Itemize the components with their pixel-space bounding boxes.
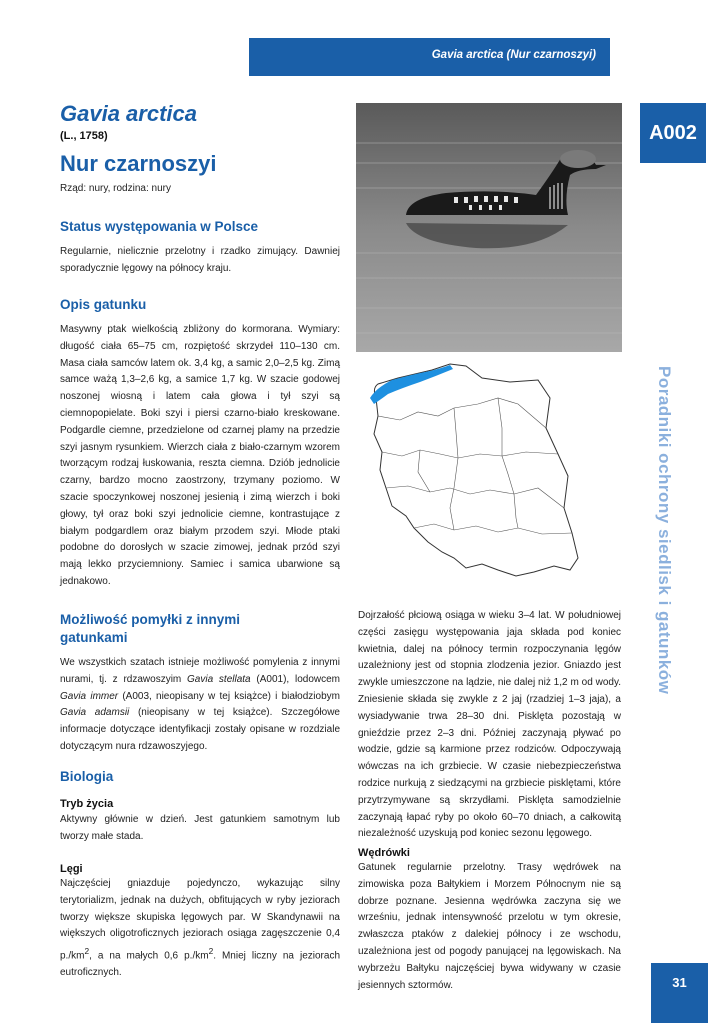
species-latin-name: Gavia arctica <box>60 101 197 126</box>
pomylki-species-2: Gavia immer <box>60 690 119 702</box>
loon-photo <box>356 103 622 352</box>
body-dojrzalosc: Dojrzałość płciową osiąga w wieku 3–4 lat. W południowej części zasięgu występowania jaja składa pod koniec kwietnia, dalej na północy termin rozpoczynania lęgów uzależniony jest od stopnia zlodzenia jezior. Gniazdo jest zwykle umieszczone na lądzie, nie dalej niż 1,2 m od wody. Zniesienie składa się zwykle z 2 jaj (rzadziej 1–3 jaja), a wysiadywanie trwa 28–30 dni. Pisklęta pozostają w gnieździe przez 2–3 dni. Później zaczynają pływać po wodzie, gdzie są karmione przez rodziców. Odpoczywają wówczas na ich grzbiecie. W czasie niebezpieczeństwa rodzice nurkują z siedzącymi na grzbiecie pisklętami, które przytrzymywane są skrzydłami. Pisklęta samodzielnie zaczynają łapać ryby po około 60–70 dniach, a całkowitą niezależność uzyskują pod koniec sezonu lęgowego. <box>358 610 621 840</box>
pomylki-species-3: Gavia adamsii <box>60 707 130 719</box>
body-wedrowki: Gatunek regularnie przelotny. Trasy wędrówek na zimowiska poza Bałtykiem i Morzem Północnym nie są dobrze poznane. Jesienna wędrówka zaczyna się we wrześniu, jednak intensywność przelotu w tym okresie, zwłaszcza ptaków z dalekiej północy i ze wschodu, uzależniona jest od pogody panującej na lęgowiskach. Na wybrzeżu Bałtyku najczęściej bywa widywany w czasie jesiennych sztormów. <box>358 862 621 991</box>
section-heading-pomylki-line1: Możliwość pomyłki z innymi <box>60 612 241 627</box>
legi-text-b: , a na małych 0,6 p./km <box>89 950 209 962</box>
subheading-legi: Lęgi <box>60 863 83 875</box>
pomylki-text-3: (A003, nieopisany w tej książce) i białodziobym <box>118 690 340 702</box>
header-bar <box>249 38 610 76</box>
body-tryb-zycia: Aktywny głównie w dzień. Jest gatunkiem samotnym lub tworzy małe stada. <box>60 814 340 842</box>
species-polish-name: Nur czarnoszyi <box>60 151 217 176</box>
section-heading-biologia: Biologia <box>60 769 114 784</box>
section-heading-opis: Opis gatunku <box>60 297 147 312</box>
legi-text-c: . Mniej liczny na jeziorach eutroficznych. <box>60 950 340 979</box>
section-heading-status: Status występowania w Polsce <box>60 219 259 234</box>
header-title: Gavia arctica (Nur czarnoszyi) <box>431 49 596 61</box>
species-code-badge: A002 <box>640 103 706 163</box>
legi-text-a: Najczęściej gniazduje pojedynczo, wykazując silny terytorializm, jednak na dużych, obfitujących w ryby jeziorach tworzy większe skupiska lęgowych par. W Skandynawii na większych oligotroficznych jeziorach osiąga zagęszczenie 0,4 p./km <box>60 878 340 962</box>
pomylki-text-1: We wszystkich szatach istnieje możliwość pomylenia z innymi nurami, tj. z rdzawoszyim <box>60 657 340 685</box>
side-series-title: Poradniki ochrony siedlisk i gatunków <box>655 366 674 695</box>
pomylki-text-2: (A001), lodowcem <box>250 673 340 685</box>
subheading-tryb-zycia: Tryb życia <box>60 798 114 810</box>
distribution-map <box>358 358 584 590</box>
legi-sup-1: 2 <box>84 946 90 957</box>
legi-sup-2: 2 <box>208 946 214 957</box>
section-heading-pomylki <box>60 611 240 647</box>
body-legi <box>60 876 340 982</box>
page-number: 31 <box>651 963 708 1023</box>
species-taxonomy: Rząd: nury, rodzina: nury <box>60 183 171 194</box>
section-body-status: Regularnie, nielicznie przelotny i rzadko zimujący. Dawniej sporadycznie lęgowy na północy kraju. <box>60 246 340 274</box>
subheading-wedrowki: Wędrówki <box>358 847 410 859</box>
section-heading-pomylki-line2: gatunkami <box>60 630 128 645</box>
section-body-opis: Masywny ptak wielkością zbliżony do kormorana. Wymiary: długość ciała 65–75 cm, rozpiętość skrzydeł 110–130 cm. Masa ciała samców latem ok. 3,4 kg, a samic 2,0–2,5 kg. Zimą samce ważą 1,3–2,6 kg, a samice 1,7 kg. W szacie godowej noszonej wiosną i latem cała głowa i tył szyi są ciemnopopielate. Boki szyi i piersi czarno-biało kreskowane. Podgardle ciemne, przedzielone od czarnej plamy na przedzie szyi jasnym rysunkiem. Wierzch ciała z biało-czarnym wzorem tworzącym rodzaj łuskowania, reszta ciemna. Dziób jednolicie czarny, bardzo mocno zaostrzony, trzymany poziomo. W szacie spoczynkowej noszonej jesienią i zimą wierzch i boki głowy, tył oraz boki szyi jednolicie ciemne, kontrastujące z białym podgardlem oraz białym przodem szyi. Młode ptaki podobne do dorosłych w szacie zimowej, jednak przód szyi mają lekko przyciemniony. Samiec i samica ubarwione są jednakowo. <box>60 324 340 587</box>
section-body-pomylki <box>60 655 340 756</box>
species-author: (L., 1758) <box>60 130 108 142</box>
pomylki-species-1: Gavia stellata <box>187 673 251 685</box>
pomylki-text-4: (nieopisany w tej książce). Szczegółowe informacje dotyczące identyfikacji zostały opisane w rozdziale dotyczącym nura rdzawoszyjego. <box>60 707 340 752</box>
